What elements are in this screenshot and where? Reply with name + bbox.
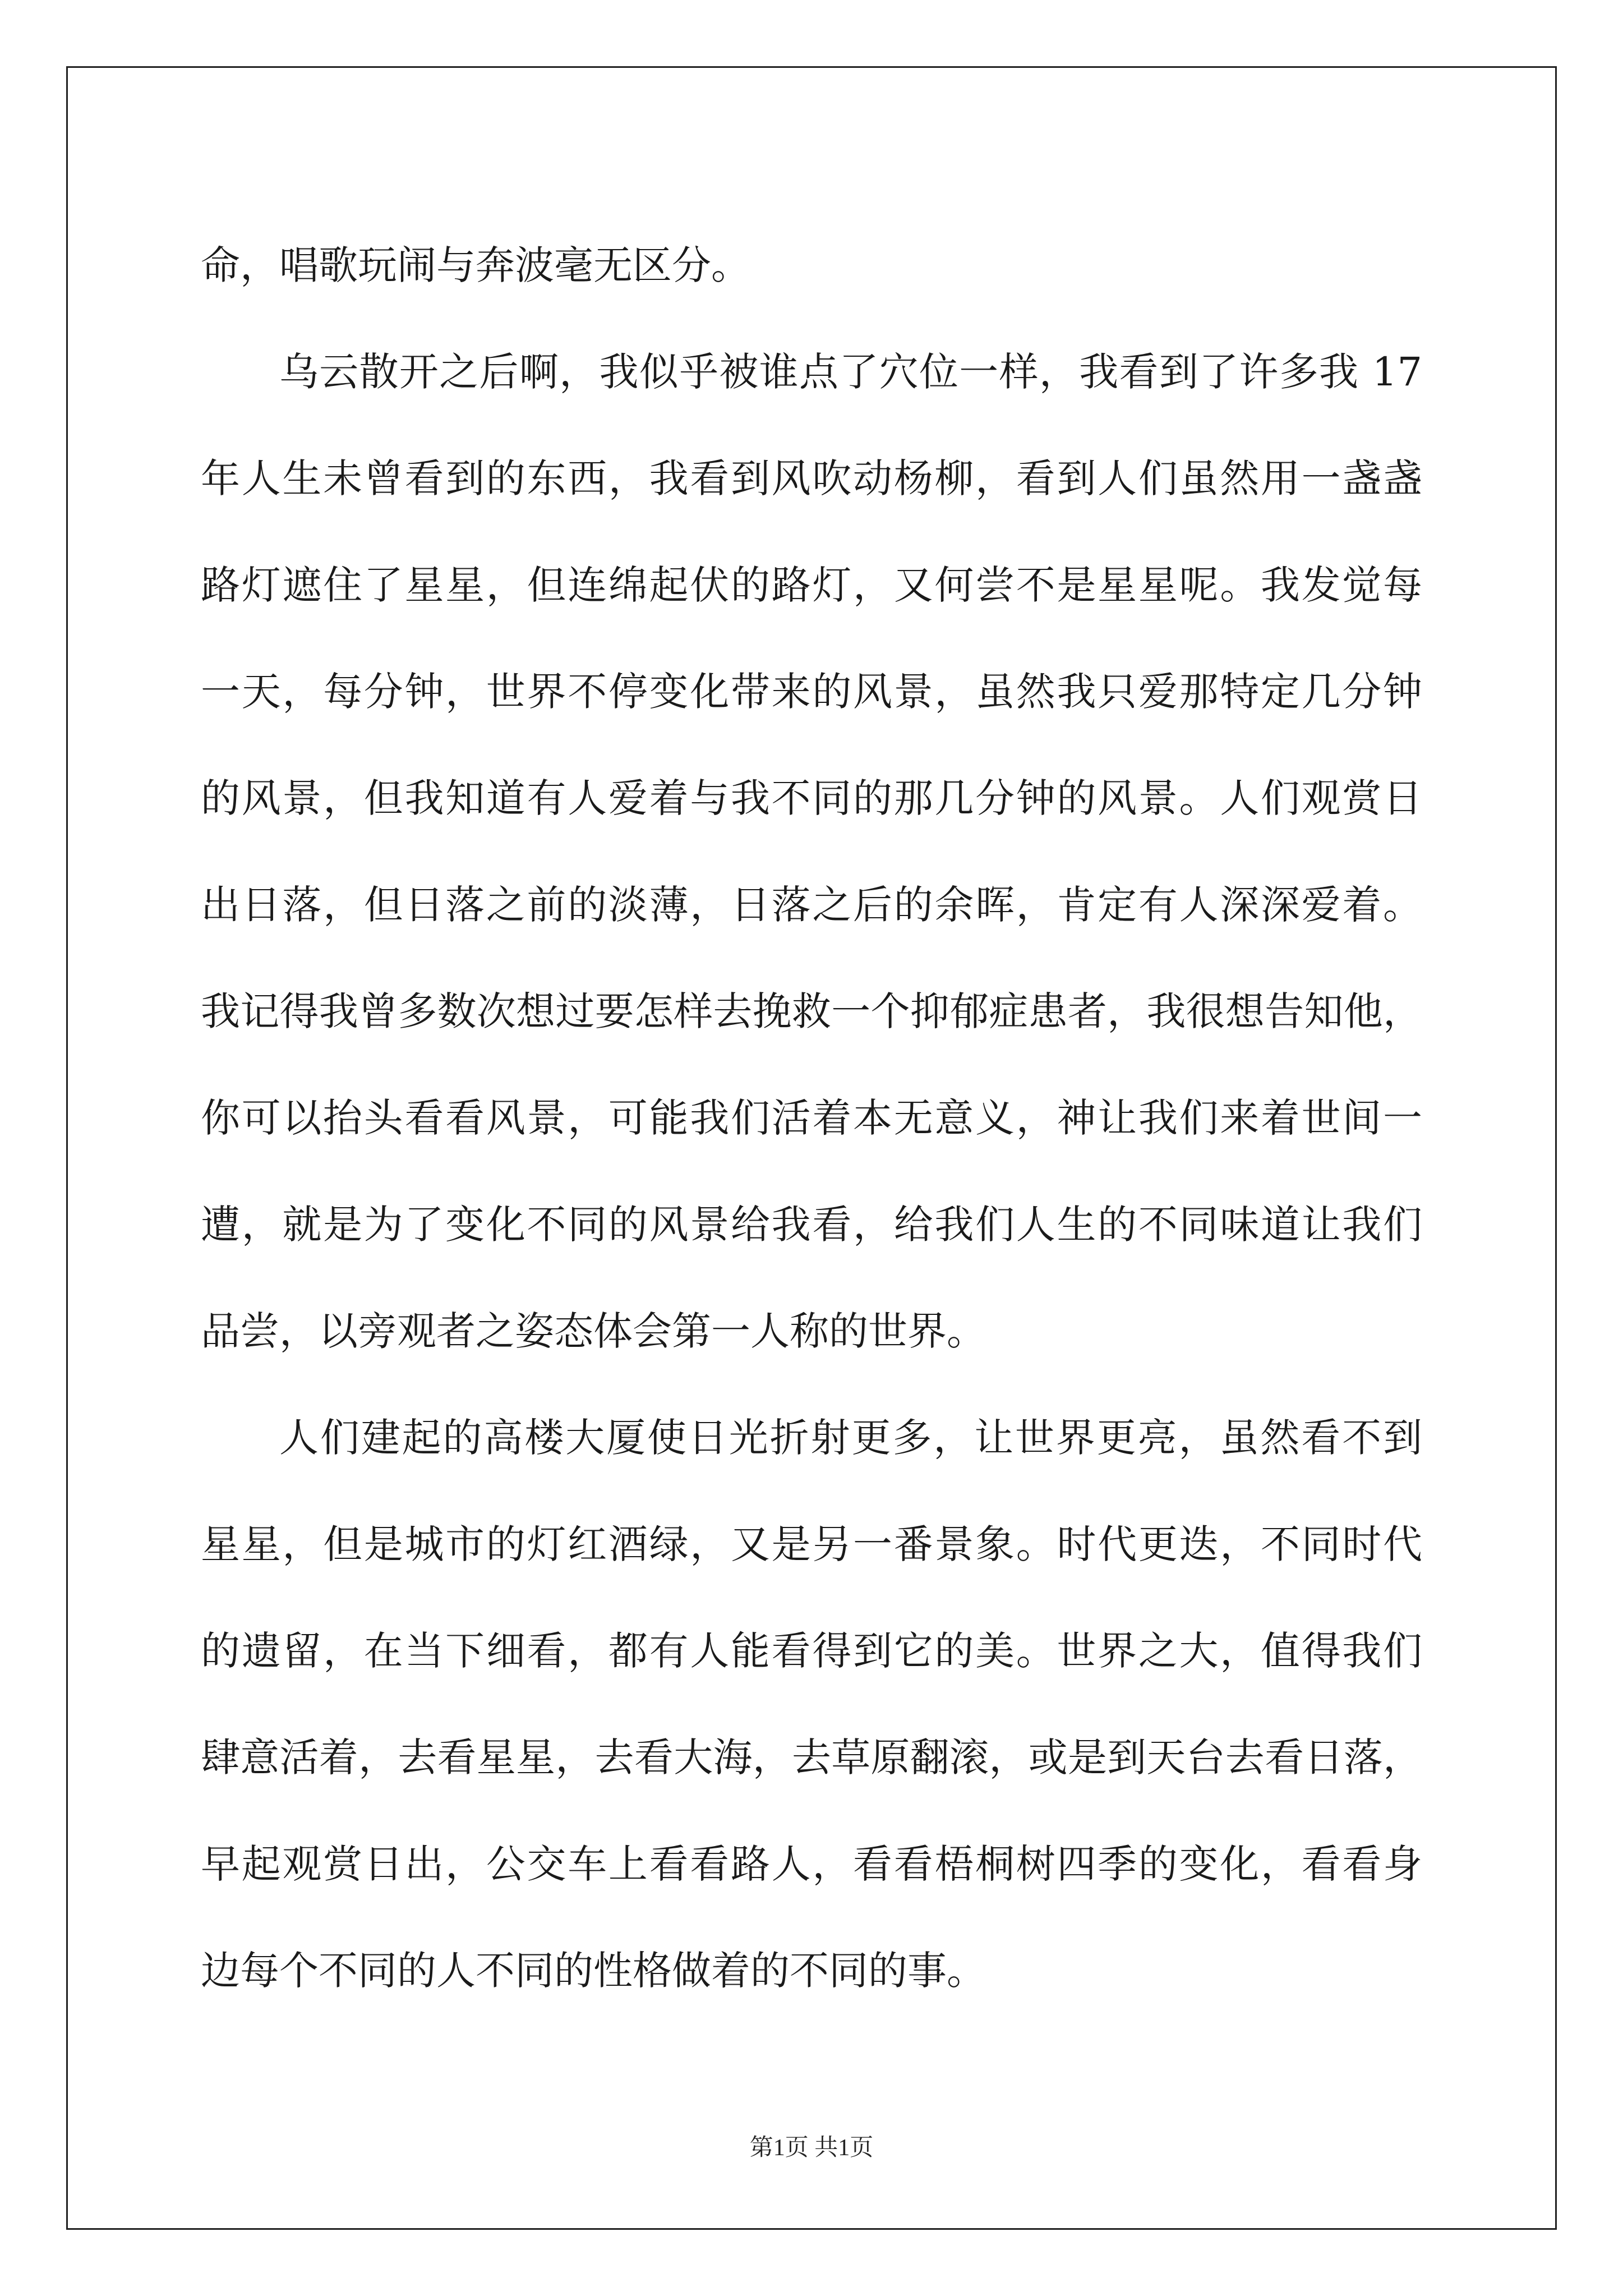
text-line: 人们建起的高楼大厦使日光折射更多，让世界更亮，虽然看不到 xyxy=(279,1415,1422,1461)
text-line: 你可以抬头看看风景，可能我们活着本无意义，神让我们来着世间一 xyxy=(201,1095,1422,1141)
text-line: 早起观赏日出，公交车上看看路人，看看梧桐树四季的变化，看看身 xyxy=(201,1841,1422,1887)
document-body xyxy=(201,212,1422,2024)
text-line: 命，唱歌玩闹与奔波毫无区分。 xyxy=(201,242,750,288)
text-line: 星星，但是城市的灯红酒绿，又是另一番景象。时代更迭，不同时代 xyxy=(201,1521,1422,1567)
text-line: 乌云散开之后啊，我似乎被谁点了穴位一样，我看到了许多我 17 xyxy=(279,349,1422,395)
text-line: 路灯遮住了星星，但连绵起伏的路灯，又何尝不是星星呢。我发觉每 xyxy=(201,562,1422,608)
text-line: 肆意活着，去看星星，去看大海，去草原翻滚，或是到天台去看日落， xyxy=(201,1734,1422,1780)
text-line: 遭，就是为了变化不同的风景给我看，给我们人生的不同味道让我们 xyxy=(201,1202,1422,1248)
page-number-footer: 第1页 共1页 xyxy=(749,2135,874,2161)
text-line: 一天，每分钟，世界不停变化带来的风景，虽然我只爱那特定几分钟 xyxy=(201,669,1422,715)
text-line: 的遗留，在当下细看，都有人能看得到它的美。世界之大，值得我们 xyxy=(201,1628,1422,1674)
text-line: 品尝，以旁观者之姿态体会第一人称的世界。 xyxy=(201,1308,986,1354)
text-line: 年人生未曾看到的东西，我看到风吹动杨柳，看到人们虽然用一盏盏 xyxy=(201,455,1422,501)
text-line: 出日落，但日落之前的淡薄，日落之后的余晖，肯定有人深深爱着。 xyxy=(201,882,1422,928)
text-line: 边每个不同的人不同的性格做着的不同的事。 xyxy=(201,1948,986,1994)
text-line: 的风景，但我知道有人爱着与我不同的那几分钟的风景。人们观赏日 xyxy=(201,775,1422,821)
text-line: 我记得我曾多数次想过要怎样去挽救一个抑郁症患者，我很想告知他， xyxy=(201,988,1422,1034)
